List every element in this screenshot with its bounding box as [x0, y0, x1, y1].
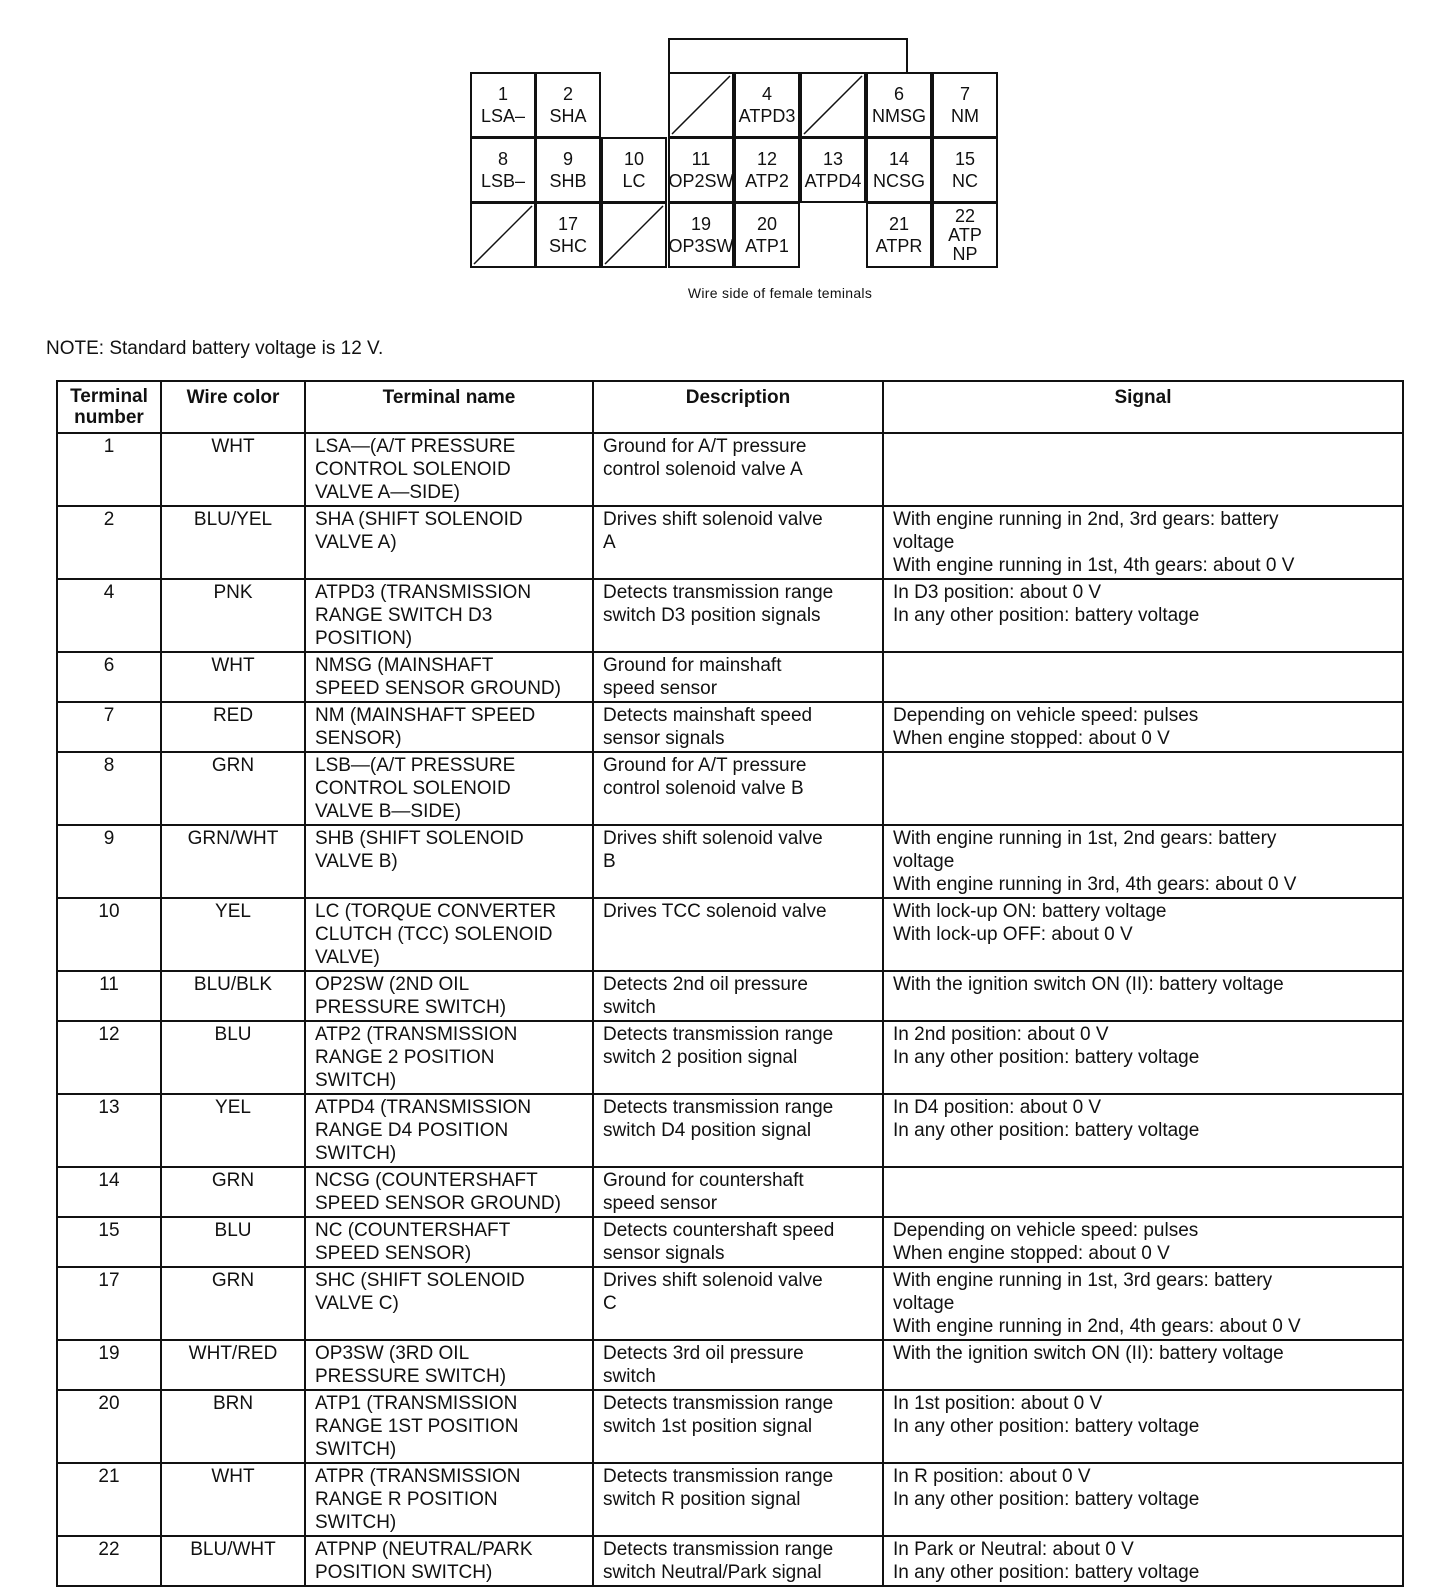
terminal-cell-number: 19 — [690, 214, 712, 234]
terminal-cell-15 — [932, 137, 998, 203]
cell-terminal-name-line: VALVE B—SIDE) — [315, 801, 462, 822]
cell-signal-line: With the ignition switch ON (II): battery voltage — [893, 1343, 1284, 1364]
cell-terminal-name-line: ATP2 (TRANSMISSION — [315, 1024, 518, 1045]
cell-terminal-name-line: ATPD4 (TRANSMISSION — [315, 1097, 532, 1118]
cell-description — [593, 1021, 883, 1094]
cell-terminal-name-line: VALVE A—SIDE) — [315, 482, 461, 503]
cell-description-line: Drives TCC solenoid valve — [603, 901, 827, 922]
cell-terminal-name-line: ATPNP (NEUTRAL/PARK — [315, 1539, 533, 1560]
table-header-row — [57, 381, 1403, 433]
terminal-cell-22 — [932, 202, 998, 268]
header-signal: Signal — [883, 381, 1403, 433]
terminal-cell-number: 10 — [623, 149, 645, 169]
terminal-cell-empty — [800, 72, 866, 138]
cell-signal — [883, 1094, 1403, 1167]
terminal-cell-21 — [866, 202, 932, 268]
cell-terminal-name — [305, 1094, 593, 1167]
terminal-cell-number: 21 — [888, 214, 910, 234]
cell-terminal-number: 13 — [57, 1094, 161, 1167]
cell-signal-line: In Park or Neutral: about 0 V — [893, 1539, 1134, 1560]
terminal-cell-number: 13 — [822, 149, 844, 169]
cell-terminal-number: 17 — [57, 1267, 161, 1340]
cell-signal — [883, 1340, 1403, 1390]
cell-description-line: Ground for A/T pressure — [603, 755, 807, 776]
connector-lock-tab — [668, 38, 908, 74]
terminal-cell-empty — [601, 202, 667, 268]
cell-signal-line: In any other position: battery voltage — [893, 605, 1200, 626]
cell-description-line: speed sensor — [603, 1193, 718, 1214]
terminal-cell-name: ATP1 — [745, 236, 789, 256]
cell-description — [593, 898, 883, 971]
cell-terminal-name-line: VALVE C) — [315, 1293, 399, 1314]
cell-signal — [883, 825, 1403, 898]
terminal-cell-number: 7 — [959, 84, 970, 104]
cell-wire-color: YEL — [161, 898, 305, 971]
cell-wire-color: PNK — [161, 579, 305, 652]
cell-terminal-name-line: NC (COUNTERSHAFT — [315, 1220, 511, 1241]
cell-terminal-name — [305, 506, 593, 579]
cell-signal-line: When engine stopped: about 0 V — [893, 1243, 1170, 1264]
cell-description-line: switch D4 position signal — [603, 1120, 812, 1141]
cell-terminal-name-line: SWITCH) — [315, 1070, 397, 1091]
terminal-cell-number: 1 — [497, 84, 508, 104]
cell-description-line: switch — [603, 1366, 656, 1387]
cell-wire-color: GRN — [161, 1267, 305, 1340]
terminal-cell-number: 11 — [691, 149, 711, 169]
cell-terminal-name-line: SHB (SHIFT SOLENOID — [315, 828, 524, 849]
cell-terminal-name-line: ATPD3 (TRANSMISSION — [315, 582, 532, 603]
cell-signal — [883, 702, 1403, 752]
cell-signal-line: Depending on vehicle speed: pulses — [893, 705, 1199, 726]
terminal-cell-2 — [535, 72, 601, 138]
cell-signal — [883, 506, 1403, 579]
connector-diagram — [470, 38, 1000, 270]
cell-terminal-name-line: LSB—(A/T PRESSURE — [315, 755, 516, 776]
table-row — [57, 825, 1403, 898]
cell-signal-line: In any other position: battery voltage — [893, 1047, 1200, 1068]
cell-terminal-name — [305, 1267, 593, 1340]
cell-signal — [883, 752, 1403, 825]
table-row — [57, 702, 1403, 752]
cell-wire-color: BLU — [161, 1217, 305, 1267]
cell-description-line: sensor signals — [603, 728, 725, 749]
terminal-cell-1 — [470, 72, 536, 138]
cell-description-line: Ground for countershaft — [603, 1170, 804, 1191]
terminal-cell-number: 20 — [756, 214, 778, 234]
cell-terminal-name — [305, 1340, 593, 1390]
cell-signal-line: With lock-up OFF: about 0 V — [893, 924, 1133, 945]
cell-signal — [883, 579, 1403, 652]
cell-terminal-name-line: RANGE R POSITION — [315, 1489, 498, 1510]
cell-terminal-number: 11 — [57, 971, 161, 1021]
unused-slash-icon — [670, 74, 732, 136]
cell-signal-line: With engine running in 1st, 4th gears: about 0 V — [893, 555, 1295, 576]
cell-terminal-number: 22 — [57, 1536, 161, 1586]
cell-terminal-name-line: CONTROL SOLENOID — [315, 459, 511, 480]
table-row — [57, 506, 1403, 579]
terminal-cell-number: 22 — [954, 205, 976, 226]
cell-signal-line: With engine running in 1st, 2nd gears: battery — [893, 828, 1277, 849]
terminal-cell-number: 2 — [562, 84, 573, 104]
cell-terminal-name-line: SWITCH) — [315, 1439, 397, 1460]
cell-terminal-name-line: OP2SW (2ND OIL — [315, 974, 470, 995]
cell-description-line: control solenoid valve B — [603, 778, 804, 799]
cell-terminal-name-line: NCSG (COUNTERSHAFT — [315, 1170, 538, 1191]
cell-terminal-number: 7 — [57, 702, 161, 752]
cell-wire-color: BLU/WHT — [161, 1536, 305, 1586]
terminal-cell-name: ATPD3 — [738, 106, 796, 126]
cell-terminal-number: 1 — [57, 433, 161, 506]
cell-terminal-name — [305, 652, 593, 702]
terminal-cell-12 — [734, 137, 800, 203]
table-row — [57, 1536, 1403, 1586]
terminal-cell-name: OP3SW — [668, 236, 734, 256]
terminal-cell-name: SHA — [549, 106, 587, 126]
cell-description-line: Ground for mainshaft — [603, 655, 782, 676]
cell-description-line: switch — [603, 997, 656, 1018]
cell-description-line: switch D3 position signals — [603, 605, 821, 626]
header-terminal-name: Terminal name — [305, 381, 593, 433]
cell-terminal-number: 15 — [57, 1217, 161, 1267]
header-terminal-number-line: number — [74, 407, 144, 428]
terminal-cell-7 — [932, 72, 998, 138]
cell-description-line: speed sensor — [603, 678, 718, 699]
connector-caption: Wire side of female teminals — [687, 285, 873, 301]
cell-terminal-name-line: SHC (SHIFT SOLENOID — [315, 1270, 525, 1291]
cell-signal-line: In any other position: battery voltage — [893, 1416, 1200, 1437]
cell-description-line: Drives shift solenoid valve — [603, 828, 823, 849]
cell-terminal-number: 6 — [57, 652, 161, 702]
header-terminal-number-line: Terminal — [70, 386, 148, 407]
terminal-cell-name: SHB — [549, 171, 587, 191]
terminal-cell-number: 8 — [497, 149, 508, 169]
cell-description-line: Detects transmission range — [603, 1024, 834, 1045]
cell-terminal-name-line: SWITCH) — [315, 1143, 397, 1164]
cell-description — [593, 971, 883, 1021]
cell-terminal-name-line: POSITION SWITCH) — [315, 1562, 493, 1583]
cell-terminal-name-line: SPEED SENSOR GROUND) — [315, 1193, 561, 1214]
cell-signal — [883, 1390, 1403, 1463]
cell-terminal-name-line: NM (MAINSHAFT SPEED — [315, 705, 536, 726]
cell-terminal-name — [305, 1217, 593, 1267]
cell-terminal-name-line: CONTROL SOLENOID — [315, 778, 511, 799]
cell-terminal-name-line: PRESSURE SWITCH) — [315, 997, 507, 1018]
cell-terminal-name — [305, 1463, 593, 1536]
table-row — [57, 579, 1403, 652]
terminal-cell-name: ATP — [948, 224, 982, 245]
cell-description-line: switch 1st position signal — [603, 1416, 813, 1437]
cell-terminal-number: 9 — [57, 825, 161, 898]
cell-description — [593, 825, 883, 898]
cell-terminal-name-line: RANGE SWITCH D3 — [315, 605, 493, 626]
terminal-cell-name: SHC — [548, 236, 587, 256]
cell-description-line: Detects transmission range — [603, 1539, 834, 1560]
cell-wire-color: BLU/YEL — [161, 506, 305, 579]
terminal-table — [56, 380, 1404, 1587]
terminal-cell-17 — [535, 202, 601, 268]
cell-terminal-name-line: RANGE 2 POSITION — [315, 1047, 495, 1068]
cell-description-line: Detects transmission range — [603, 1466, 834, 1487]
cell-description-line: Detects transmission range — [603, 1097, 834, 1118]
cell-signal-line: In D4 position: about 0 V — [893, 1097, 1102, 1118]
cell-terminal-name — [305, 1390, 593, 1463]
cell-terminal-name — [305, 1167, 593, 1217]
table-row — [57, 1267, 1403, 1340]
cell-terminal-name — [305, 1021, 593, 1094]
cell-description-line: switch 2 position signal — [603, 1047, 798, 1068]
terminal-cell-name: NMSG — [872, 106, 926, 126]
terminal-cell-20 — [734, 202, 800, 268]
cell-signal-line: With engine running in 2nd, 4th gears: about 0 V — [893, 1316, 1301, 1337]
cell-terminal-name — [305, 579, 593, 652]
cell-signal-line: Depending on vehicle speed: pulses — [893, 1220, 1199, 1241]
cell-terminal-number: 19 — [57, 1340, 161, 1390]
cell-description-line: Detects 2nd oil pressure — [603, 974, 808, 995]
cell-terminal-name-line: NMSG (MAINSHAFT — [315, 655, 494, 676]
terminal-cell-name: ATP2 — [745, 171, 789, 191]
cell-signal — [883, 971, 1403, 1021]
table-row — [57, 1340, 1403, 1390]
cell-wire-color: RED — [161, 702, 305, 752]
cell-terminal-name-line: CLUTCH (TCC) SOLENOID — [315, 924, 553, 945]
cell-terminal-name-line: SPEED SENSOR GROUND) — [315, 678, 561, 699]
cell-terminal-name — [305, 752, 593, 825]
cell-signal-line: voltage — [893, 532, 955, 553]
cell-terminal-name-line: RANGE D4 POSITION — [315, 1120, 509, 1141]
cell-wire-color: BRN — [161, 1390, 305, 1463]
table-body — [57, 433, 1403, 1586]
cell-terminal-name — [305, 1536, 593, 1586]
note-text: NOTE: Standard battery voltage is 12 V. — [46, 338, 384, 359]
cell-description-line: sensor signals — [603, 1243, 725, 1264]
cell-wire-color: WHT — [161, 652, 305, 702]
table-row — [57, 433, 1403, 506]
cell-signal-line: With engine running in 3rd, 4th gears: about 0 V — [893, 874, 1297, 895]
cell-description-line: Detects 3rd oil pressure — [603, 1343, 804, 1364]
cell-wire-color: YEL — [161, 1094, 305, 1167]
cell-description — [593, 752, 883, 825]
cell-terminal-name — [305, 971, 593, 1021]
terminal-cell-number: 6 — [893, 84, 904, 104]
terminal-cell-6 — [866, 72, 932, 138]
cell-description — [593, 702, 883, 752]
cell-description-line: Detects mainshaft speed — [603, 705, 813, 726]
cell-signal-line: voltage — [893, 1293, 955, 1314]
table-row — [57, 1463, 1403, 1536]
cell-signal — [883, 1536, 1403, 1586]
table-row — [57, 1217, 1403, 1267]
cell-description — [593, 1167, 883, 1217]
terminal-cell-10 — [601, 137, 667, 203]
cell-terminal-number: 8 — [57, 752, 161, 825]
terminal-cell-name: NP — [952, 243, 978, 264]
cell-terminal-name-line: OP3SW (3RD OIL — [315, 1343, 470, 1364]
cell-terminal-name-line: RANGE 1ST POSITION — [315, 1416, 519, 1437]
table-row — [57, 1094, 1403, 1167]
terminal-cell-number: 17 — [557, 214, 579, 234]
cell-terminal-number: 14 — [57, 1167, 161, 1217]
cell-signal-line: With engine running in 1st, 3rd gears: battery — [893, 1270, 1273, 1291]
cell-description — [593, 1340, 883, 1390]
cell-terminal-number: 10 — [57, 898, 161, 971]
unused-slash-icon — [802, 74, 864, 136]
terminal-cell-14 — [866, 137, 932, 203]
cell-terminal-number: 20 — [57, 1390, 161, 1463]
cell-description-line: Drives shift solenoid valve — [603, 1270, 823, 1291]
cell-terminal-name — [305, 702, 593, 752]
terminal-cell-19 — [668, 202, 734, 268]
cell-terminal-name-line: LSA—(A/T PRESSURE — [315, 436, 516, 457]
terminal-cell-name: NCSG — [872, 171, 925, 191]
cell-wire-color: WHT — [161, 1463, 305, 1536]
terminal-cell-11 — [668, 137, 734, 203]
cell-description — [593, 1094, 883, 1167]
cell-description-line: Ground for A/T pressure — [603, 436, 807, 457]
terminal-cell-number: 4 — [761, 84, 772, 104]
cell-terminal-name — [305, 433, 593, 506]
cell-terminal-number: 2 — [57, 506, 161, 579]
cell-wire-color: WHT/RED — [161, 1340, 305, 1390]
cell-wire-color: GRN/WHT — [161, 825, 305, 898]
terminal-cell-name: NM — [951, 106, 979, 126]
cell-description-line: Detects countershaft speed — [603, 1220, 835, 1241]
cell-description-line: A — [603, 532, 616, 553]
cell-terminal-name-line: SPEED SENSOR) — [315, 1243, 472, 1264]
cell-description-line: control solenoid valve A — [603, 459, 803, 480]
cell-signal-line: voltage — [893, 851, 955, 872]
terminal-cell-name: LSB– — [480, 171, 526, 191]
cell-signal-line: When engine stopped: about 0 V — [893, 728, 1170, 749]
cell-description — [593, 579, 883, 652]
terminal-cell-name: NC — [952, 171, 978, 191]
cell-signal-line: In any other position: battery voltage — [893, 1562, 1200, 1583]
cell-terminal-name-line: VALVE B) — [315, 851, 398, 872]
terminal-cell-number: 9 — [562, 149, 573, 169]
cell-terminal-number: 21 — [57, 1463, 161, 1536]
cell-wire-color: WHT — [161, 433, 305, 506]
terminal-cell-number: 12 — [756, 149, 778, 169]
table-row — [57, 898, 1403, 971]
cell-description — [593, 1536, 883, 1586]
terminal-cell-name: OP2SW — [668, 171, 734, 191]
header-terminal-number — [57, 381, 161, 433]
cell-signal-line: With the ignition switch ON (II): battery voltage — [893, 974, 1284, 995]
table-row — [57, 971, 1403, 1021]
cell-signal-line: In 1st position: about 0 V — [893, 1393, 1103, 1414]
terminal-cell-name: LSA– — [480, 106, 526, 126]
terminal-cell-4 — [734, 72, 800, 138]
header-description: Description — [593, 381, 883, 433]
cell-description — [593, 1217, 883, 1267]
cell-terminal-number: 4 — [57, 579, 161, 652]
cell-signal — [883, 1167, 1403, 1217]
terminal-cell-8 — [470, 137, 536, 203]
cell-description-line: switch R position signal — [603, 1489, 801, 1510]
terminal-cell-name: LC — [622, 171, 646, 191]
cell-description — [593, 506, 883, 579]
cell-terminal-name-line: LC (TORQUE CONVERTER — [315, 901, 557, 922]
terminal-cell-number: 15 — [954, 149, 976, 169]
cell-signal — [883, 1463, 1403, 1536]
cell-signal-line: In 2nd position: about 0 V — [893, 1024, 1109, 1045]
cell-description — [593, 433, 883, 506]
cell-description-line: B — [603, 851, 616, 872]
terminal-cell-number: 14 — [888, 149, 910, 169]
cell-wire-color: GRN — [161, 1167, 305, 1217]
cell-terminal-name-line: SHA (SHIFT SOLENOID — [315, 509, 523, 530]
cell-terminal-name-line: ATP1 (TRANSMISSION — [315, 1393, 518, 1414]
table-row — [57, 1167, 1403, 1217]
terminal-cell-empty — [470, 202, 536, 268]
cell-description-line: Drives shift solenoid valve — [603, 509, 823, 530]
cell-signal-line: In any other position: battery voltage — [893, 1489, 1200, 1510]
terminal-cell-empty — [668, 72, 734, 138]
cell-description — [593, 1463, 883, 1536]
table-row — [57, 752, 1403, 825]
cell-signal — [883, 1021, 1403, 1094]
cell-wire-color: GRN — [161, 752, 305, 825]
table-row — [57, 652, 1403, 702]
cell-terminal-number: 12 — [57, 1021, 161, 1094]
cell-terminal-name-line: ATPR (TRANSMISSION — [315, 1466, 521, 1487]
cell-terminal-name — [305, 898, 593, 971]
cell-terminal-name-line: SENSOR) — [315, 728, 402, 749]
cell-terminal-name-line: VALVE) — [315, 947, 380, 968]
cell-signal-line: With engine running in 2nd, 3rd gears: battery — [893, 509, 1279, 530]
unused-slash-icon — [472, 204, 534, 266]
cell-terminal-name-line: SWITCH) — [315, 1512, 397, 1533]
cell-description-line: Detects transmission range — [603, 1393, 834, 1414]
cell-description — [593, 1267, 883, 1340]
cell-signal-line: In D3 position: about 0 V — [893, 582, 1102, 603]
cell-signal — [883, 1267, 1403, 1340]
table-row — [57, 1390, 1403, 1463]
cell-signal-line: In any other position: battery voltage — [893, 1120, 1200, 1141]
cell-terminal-name-line: POSITION) — [315, 628, 413, 649]
cell-description — [593, 652, 883, 702]
cell-description — [593, 1390, 883, 1463]
cell-terminal-name — [305, 825, 593, 898]
cell-signal — [883, 433, 1403, 506]
cell-terminal-name-line: PRESSURE SWITCH) — [315, 1366, 507, 1387]
cell-terminal-name-line: VALVE A) — [315, 532, 397, 553]
terminal-cell-13 — [800, 137, 866, 203]
terminal-cell-name: ATPR — [875, 236, 923, 256]
cell-signal-line: With lock-up ON: battery voltage — [893, 901, 1167, 922]
table-row — [57, 1021, 1403, 1094]
cell-description-line: switch Neutral/Park signal — [603, 1562, 822, 1583]
terminal-cell-name: ATPD4 — [804, 171, 862, 191]
unused-slash-icon — [603, 204, 665, 266]
cell-description-line: C — [603, 1293, 617, 1314]
header-wire-color: Wire color — [161, 381, 305, 433]
cell-signal — [883, 652, 1403, 702]
terminal-cell-9 — [535, 137, 601, 203]
cell-wire-color: BLU/BLK — [161, 971, 305, 1021]
cell-wire-color: BLU — [161, 1021, 305, 1094]
cell-signal-line: In R position: about 0 V — [893, 1466, 1091, 1487]
cell-signal — [883, 898, 1403, 971]
cell-signal — [883, 1217, 1403, 1267]
cell-description-line: Detects transmission range — [603, 582, 834, 603]
